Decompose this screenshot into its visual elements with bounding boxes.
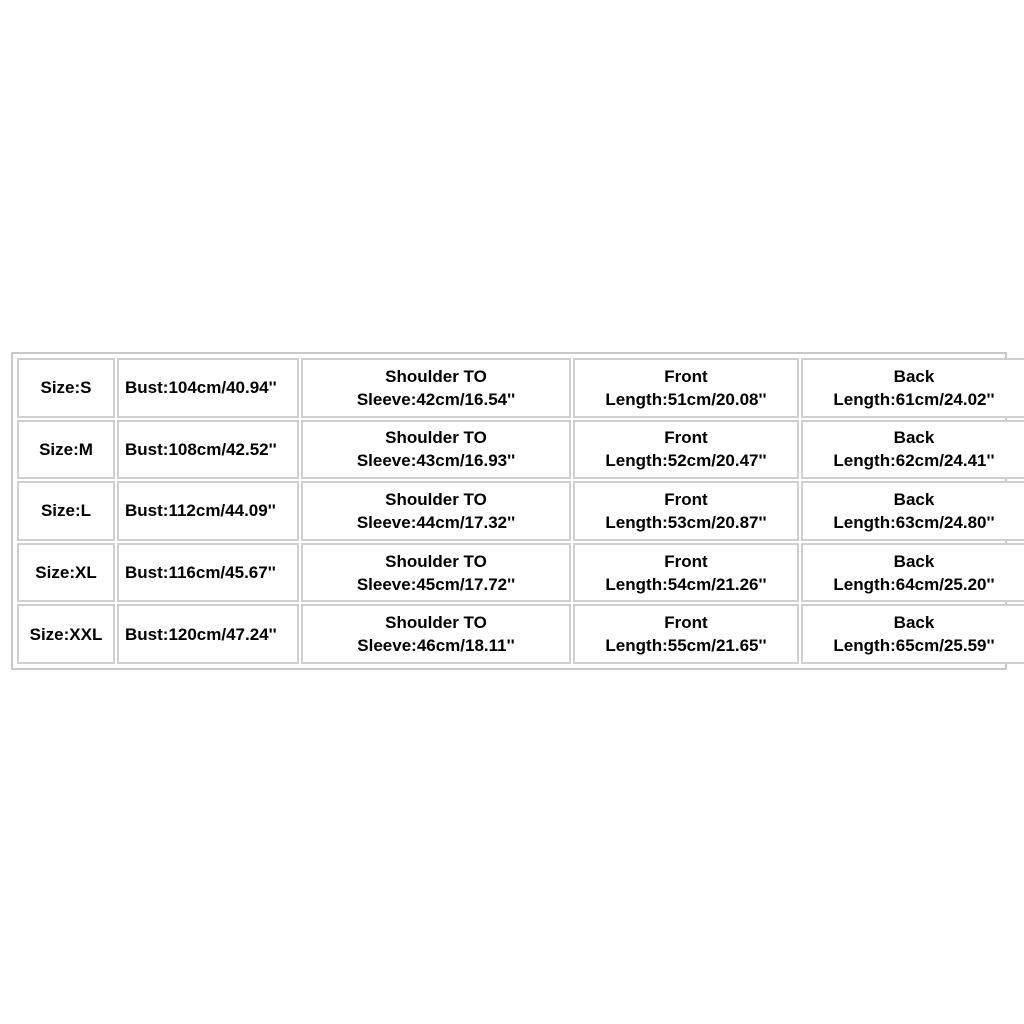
size-cell: Size:XL <box>17 543 115 603</box>
front-length-cell <box>573 604 799 664</box>
table-row <box>17 481 1024 541</box>
front-length-value: Length:53cm/20.87'' <box>605 512 767 532</box>
front-label: Front <box>664 551 708 571</box>
size-chart-table <box>15 356 1024 666</box>
table-row <box>17 543 1024 603</box>
size-chart <box>11 352 1007 670</box>
back-length-value: Length:63cm/24.80'' <box>833 512 995 532</box>
front-length-cell <box>573 481 799 541</box>
front-length-value: Length:51cm/20.08'' <box>605 389 767 409</box>
back-label: Back <box>893 551 935 571</box>
front-label: Front <box>664 428 708 448</box>
front-length-value: Length:54cm/21.26'' <box>605 574 767 594</box>
sleeve-value: Sleeve:44cm/17.32'' <box>356 512 516 532</box>
front-length-value: Length:52cm/20.47'' <box>605 451 767 471</box>
sleeve-value: Sleeve:42cm/16.54'' <box>356 389 516 409</box>
size-cell: Size:M <box>17 420 115 480</box>
sleeve-value: Sleeve:45cm/17.72'' <box>356 574 516 594</box>
front-label: Front <box>664 366 708 386</box>
table-row <box>17 358 1024 418</box>
shoulder-to-sleeve-cell <box>301 543 571 603</box>
bust-cell: Bust:104cm/40.94'' <box>117 358 299 418</box>
back-length-cell <box>801 543 1024 603</box>
sleeve-value: Sleeve:46cm/18.11'' <box>357 636 515 656</box>
front-label: Front <box>664 489 708 509</box>
shoulder-to-sleeve-cell <box>301 420 571 480</box>
shoulder-label: Shoulder TO <box>385 489 487 509</box>
back-label: Back <box>893 366 935 386</box>
shoulder-to-sleeve-cell <box>301 481 571 541</box>
back-length-value: Length:64cm/25.20'' <box>833 574 995 594</box>
back-length-cell <box>801 481 1024 541</box>
shoulder-label: Shoulder TO <box>385 551 487 571</box>
back-label: Back <box>893 428 935 448</box>
front-length-value: Length:55cm/21.65'' <box>605 636 767 656</box>
front-label: Front <box>664 613 708 633</box>
size-cell: Size:L <box>17 481 115 541</box>
back-label: Back <box>893 489 935 509</box>
back-length-cell <box>801 604 1024 664</box>
bust-cell: Bust:108cm/42.52'' <box>117 420 299 480</box>
shoulder-to-sleeve-cell <box>301 358 571 418</box>
size-cell: Size:S <box>17 358 115 418</box>
back-length-value: Length:62cm/24.41'' <box>833 451 995 471</box>
front-length-cell <box>573 358 799 418</box>
front-length-cell <box>573 543 799 603</box>
back-length-cell <box>801 358 1024 418</box>
back-length-value: Length:61cm/24.02'' <box>833 389 995 409</box>
shoulder-to-sleeve-cell <box>301 604 571 664</box>
bust-cell: Bust:116cm/45.67'' <box>117 543 299 603</box>
shoulder-label: Shoulder TO <box>385 366 487 386</box>
back-length-cell <box>801 420 1024 480</box>
table-row <box>17 420 1024 480</box>
shoulder-label: Shoulder TO <box>385 613 487 633</box>
sleeve-value: Sleeve:43cm/16.93'' <box>356 451 516 471</box>
back-label: Back <box>893 613 935 633</box>
bust-cell: Bust:112cm/44.09'' <box>117 481 299 541</box>
bust-cell: Bust:120cm/47.24'' <box>117 604 299 664</box>
shoulder-label: Shoulder TO <box>385 428 487 448</box>
table-row <box>17 604 1024 664</box>
back-length-value: Length:65cm/25.59'' <box>833 636 995 656</box>
front-length-cell <box>573 420 799 480</box>
size-cell: Size:XXL <box>17 604 115 664</box>
